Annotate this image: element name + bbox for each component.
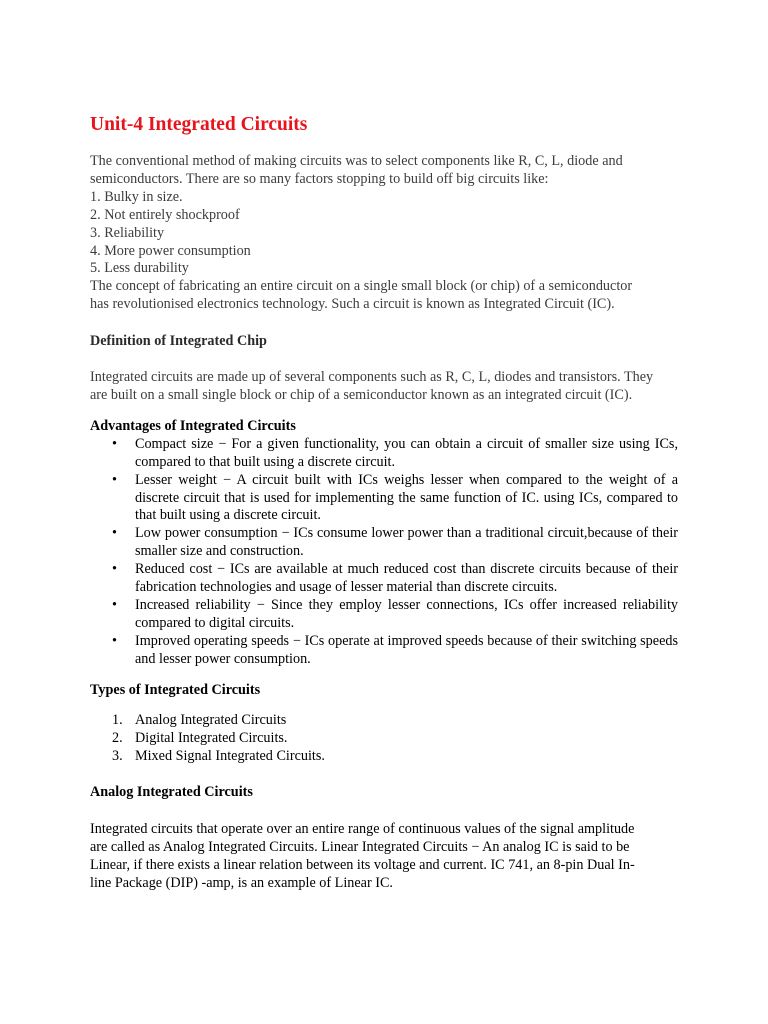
types-list <box>90 712 678 766</box>
intro-line: semiconductors. There are so many factors stopping to build off big circuits like: <box>90 170 549 187</box>
bullet-icon: • <box>112 561 117 578</box>
advantage-text: Compact size − For a given functionality, you can obtain a circuit of smaller size using ICs, compared to that built using a discrete circuit. <box>135 435 678 470</box>
list-item <box>90 436 678 472</box>
list-item <box>90 712 678 730</box>
factor-item: 1. Bulky in size. <box>90 188 183 205</box>
analog-line: are called as Analog Integrated Circuits. Linear Integrated Circuits − An analog IC is said to be <box>90 839 630 855</box>
definition-text: Integrated circuits are made up of several components such as R, C, L, diodes and transistors. They are built on a small single block or chip of a semiconductor known as an integrated circuit (IC). <box>90 369 654 403</box>
list-item <box>90 633 678 669</box>
list-item <box>90 525 678 561</box>
advantage-text: Improved operating speeds − ICs operate at improved speeds because of their switching speeds and lesser power consumption. <box>135 632 678 667</box>
advantage-text: Lesser weight − A circuit built with ICs weighs lesser when compared to the weight of a discrete circuit that is used for implementing the same function of IC. using ICs, compared to that built using a discrete circuit. <box>135 471 678 524</box>
list-number: 2. <box>112 730 123 747</box>
advantage-text: Increased reliability − Since they employ lesser connections, ICs offer increased reliability compared to digital circuits. <box>135 596 678 631</box>
analog-line: Linear, if there exists a linear relation between its voltage and current. IC 741, an 8-pin Dual In- <box>90 856 635 873</box>
analog-line: line Package (DIP) -amp, is an example of Linear IC. <box>90 874 393 891</box>
document-title: Unit-4 Integrated Circuits <box>90 114 308 135</box>
advantages-heading: Advantages of Integrated Circuits <box>90 417 296 434</box>
list-item <box>90 730 678 748</box>
advantages-list <box>90 436 678 669</box>
list-item <box>90 561 678 597</box>
definition-heading: Definition of Integrated Chip <box>90 333 267 350</box>
analog-heading: Analog Integrated Circuits <box>90 784 253 801</box>
list-number: 1. <box>112 712 123 729</box>
intro-line: The conventional method of making circuits was to select components like R, C, L, diode and <box>90 153 623 169</box>
type-label: Digital Integrated Circuits. <box>135 730 288 747</box>
bullet-icon: • <box>112 596 117 613</box>
advantage-text: Reduced cost − ICs are available at much reduced cost than discrete circuits because of their fabrication technologies and usage of lesser material than discrete circuits. <box>135 561 678 596</box>
bullet-icon: • <box>112 525 117 542</box>
factor-item: 5. Less durability <box>90 260 189 277</box>
factor-item: 3. Reliability <box>90 224 165 241</box>
type-label: Mixed Signal Integrated Circuits. <box>135 748 325 765</box>
factor-item: 4. More power consumption <box>90 242 251 259</box>
list-item <box>90 472 678 526</box>
bullet-icon: • <box>112 471 117 488</box>
intro-line: The concept of fabricating an entire circuit on a single small block (or chip) of a semiconductor <box>90 278 633 295</box>
list-item <box>90 748 678 766</box>
factor-item: 2. Not entirely shockproof <box>90 206 240 223</box>
advantage-text: Low power consumption − ICs consume lower power than a traditional circuit,because of their smaller size and construction. <box>135 525 678 560</box>
analog-line: Integrated circuits that operate over an entire range of continuous values of the signal amplitude <box>90 821 635 838</box>
types-heading: Types of Integrated Circuits <box>90 681 261 698</box>
list-item <box>90 597 678 633</box>
bullet-icon: • <box>112 632 117 649</box>
intro-line: has revolutionised electronics technology. Such a circuit is known as Integrated Circuit (IC). <box>90 296 615 313</box>
document-page <box>90 112 678 893</box>
bullet-icon: • <box>112 435 117 452</box>
list-number: 3. <box>112 748 123 765</box>
type-label: Analog Integrated Circuits <box>135 712 287 729</box>
intro-section <box>90 153 678 314</box>
analog-section <box>90 821 678 893</box>
